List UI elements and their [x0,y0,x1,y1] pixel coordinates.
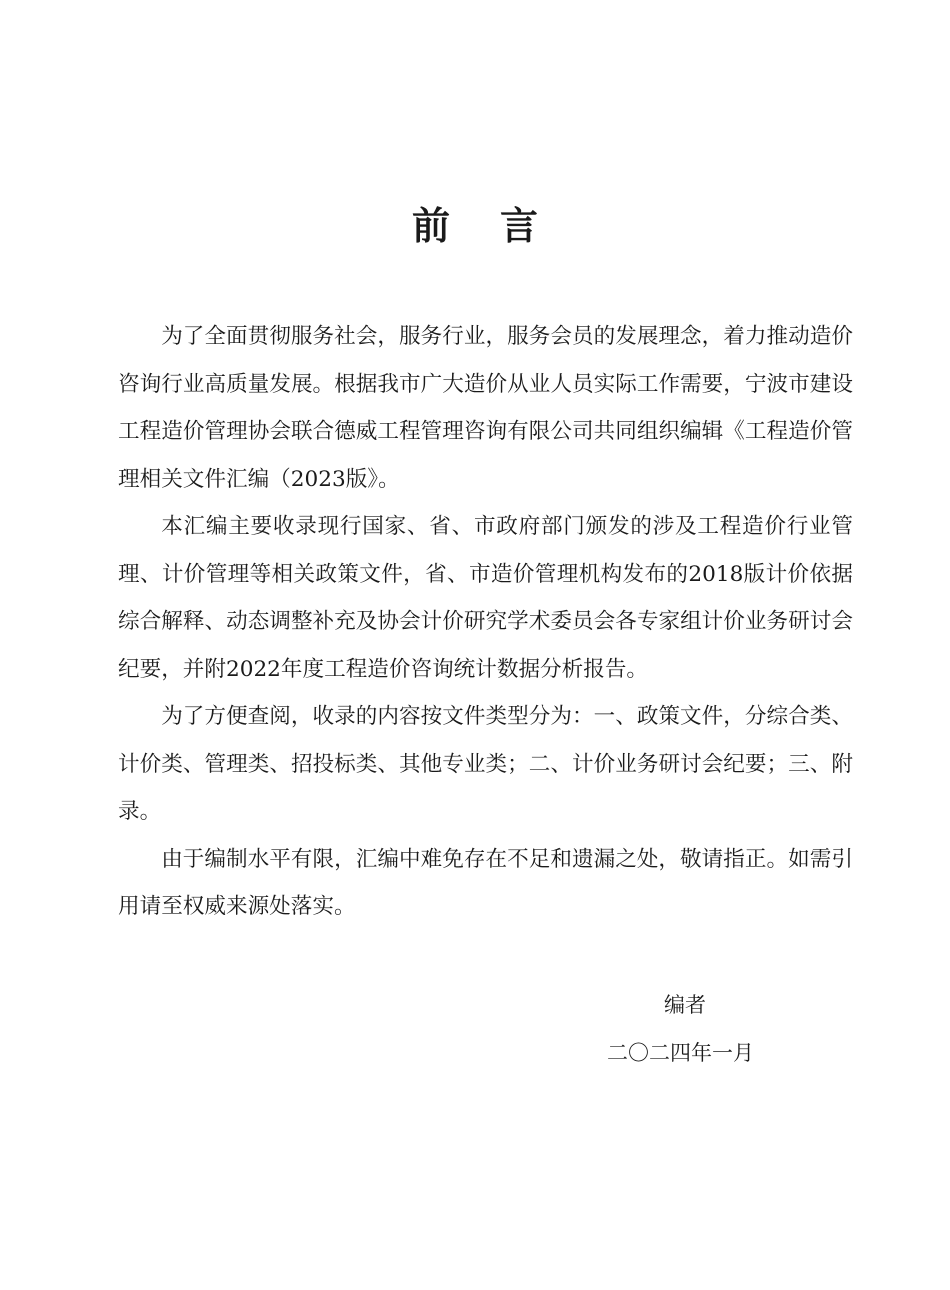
paragraph-disclaimer: 由于编制水平有限，汇编中难免存在不足和遗漏之处，敬请指正。如需引用请至权威来源处落实。 [118,846,853,919]
preface-body [118,313,853,931]
page-title: 前言 [411,203,588,248]
signature-date: 二〇二四年一月 [607,1041,754,1065]
paragraph-contents: 本汇编主要收录现行国家、省、市政府部门颁发的涉及工程造价行业管理、计价管理等相关政策文件，省、市造价管理机构发布的2018版计价依据综合解释、动态调整补充及协会计价研究学术委员会各专家组计价业务研讨会纪要，并附2022年度工程造价咨询统计数据分析报告。 [118,514,853,682]
paragraph-purpose: 为了全面贯彻服务社会，服务行业，服务会员的发展理念，着力推动造价咨询行业高质量发展。根据我市广大造价从业人员实际工作需要，宁波市建设工程造价管理协会联合德威工程管理咨询有限公司共同组织编辑《工程造价管理相关文件汇编（2023版》。 [118,324,853,492]
signature-editor: 编者 [664,993,706,1017]
paragraph-classification: 为了方便查阅，收录的内容按文件类型分为：一、政策文件，分综合类、计价类、管理类、招投标类、其他专业类；二、计价业务研讨会纪要；三、附录。 [118,704,853,824]
